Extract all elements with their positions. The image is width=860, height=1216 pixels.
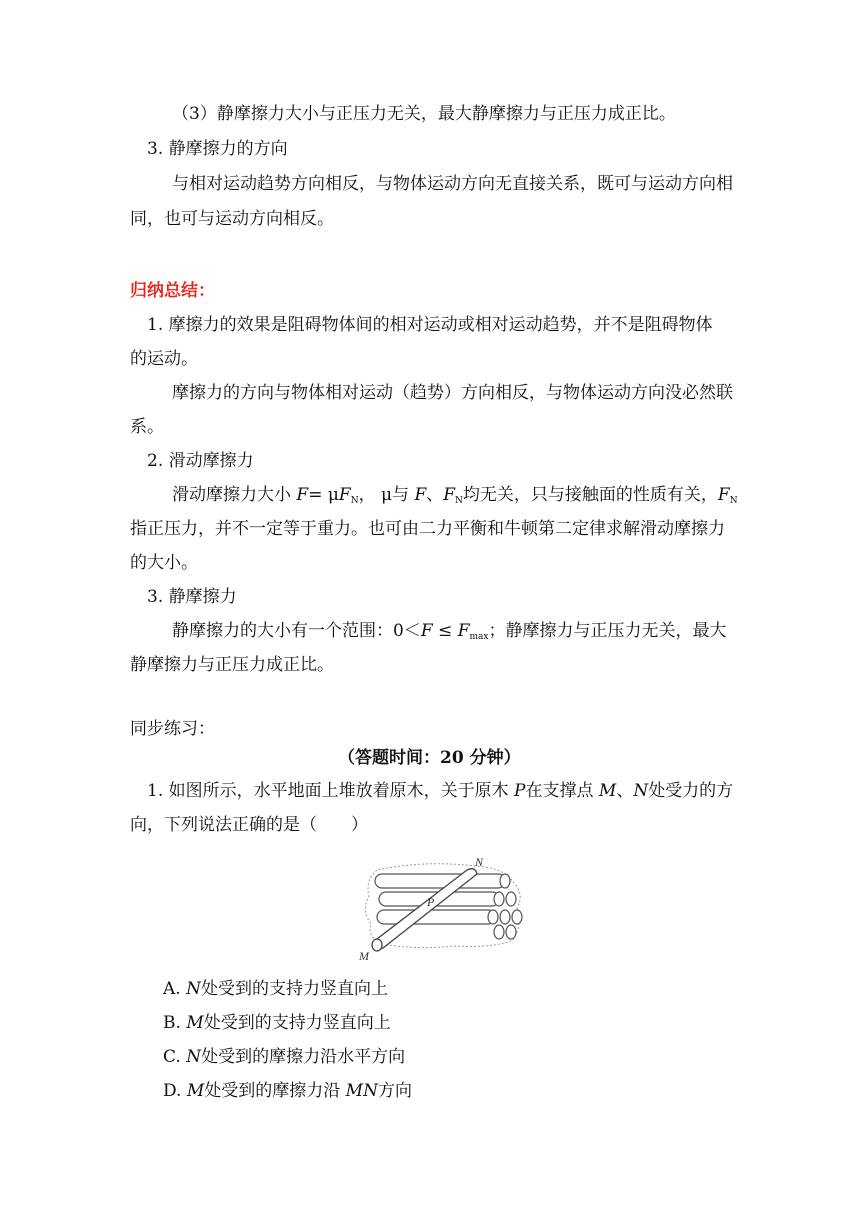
text: ≤ bbox=[432, 621, 458, 641]
var-M: M bbox=[186, 1081, 205, 1101]
var-F: F bbox=[443, 485, 456, 505]
option-text: 处受到的支持力竖直向上 bbox=[203, 1013, 391, 1033]
option-b[interactable] bbox=[163, 1011, 391, 1035]
subscript: N bbox=[455, 496, 463, 506]
text-line-static-friction-3: （3）静摩擦力大小与正压力无关，最大静摩擦力与正压力成正比。 bbox=[172, 104, 676, 124]
summary-point-3: 3. 静摩擦力 bbox=[147, 587, 237, 607]
formula-line-sliding-friction bbox=[172, 483, 738, 513]
var-N: N bbox=[633, 781, 649, 801]
label-M: M bbox=[359, 949, 369, 963]
text-line: 指正压力，并不一定等于重力。也可由二力平衡和牛顿第二定律求解滑动摩擦力 bbox=[130, 519, 725, 539]
var-M: M bbox=[186, 1013, 204, 1033]
summary-heading: 归纳总结： bbox=[130, 281, 215, 301]
text: 滑动摩擦力大小 bbox=[172, 485, 297, 505]
var-MN: MN bbox=[345, 1081, 378, 1101]
text: = μ bbox=[308, 485, 339, 505]
option-text: 处受到的摩擦力沿 bbox=[204, 1081, 346, 1101]
option-letter: D. bbox=[163, 1081, 182, 1101]
answer-time: （答题时间：20 分钟） bbox=[338, 748, 521, 768]
label-N: N bbox=[475, 855, 484, 869]
text: ， μ与 bbox=[358, 485, 415, 505]
text-line: 的大小。 bbox=[130, 553, 198, 573]
option-a[interactable] bbox=[163, 977, 388, 1001]
subscript: max bbox=[469, 632, 489, 642]
option-c[interactable] bbox=[163, 1045, 405, 1069]
subscript: N bbox=[729, 496, 738, 506]
var-F: F bbox=[717, 485, 730, 505]
var-F: F bbox=[420, 621, 433, 641]
var-F: F bbox=[414, 485, 427, 505]
label-P: P bbox=[427, 895, 435, 909]
text-line: 摩擦力的方向与物体相对运动（趋势）方向相反，与物体运动方向没必然联 bbox=[172, 383, 733, 403]
var-N: N bbox=[186, 979, 201, 999]
subscript: N bbox=[350, 496, 359, 506]
summary-point-1: 1. 摩擦力的效果是阻碍物体间的相对运动或相对运动趋势，并不是阻碍物体 bbox=[147, 315, 713, 335]
text-line: 的运动。 bbox=[130, 349, 198, 369]
logs-figure bbox=[355, 852, 527, 964]
question-1 bbox=[147, 779, 733, 803]
text: 静摩擦力的大小有一个范围：0＜ bbox=[172, 621, 421, 641]
var-N: N bbox=[186, 1047, 202, 1067]
text-line: 与相对运动趋势方向相反，与物体运动方向无直接关系，既可与运动方向相 bbox=[172, 174, 733, 194]
logs-illustration bbox=[355, 852, 527, 964]
text: 均无关，只与接触面的性质有关， bbox=[462, 485, 718, 505]
summary-point-2: 2. 滑动摩擦力 bbox=[147, 451, 254, 471]
text: ；静摩擦力与正压力无关，最大 bbox=[488, 621, 727, 641]
option-letter: C. bbox=[163, 1047, 181, 1067]
text-line: 向，下列说法正确的是（ ） bbox=[130, 815, 368, 835]
option-d[interactable] bbox=[163, 1079, 412, 1103]
text-line: 同，也可与运动方向相反。 bbox=[130, 209, 334, 229]
option-text: 处受到的支持力竖直向上 bbox=[200, 979, 388, 999]
section-static-friction-direction: 3. 静摩擦力的方向 bbox=[147, 139, 288, 159]
option-text: 方向 bbox=[377, 1081, 412, 1101]
text: 1. 如图所示，水平地面上堆放着原木，关于原木 bbox=[147, 781, 515, 801]
text-line: 系。 bbox=[130, 417, 164, 437]
formula-line-static-friction bbox=[172, 619, 726, 649]
practice-heading: 同步练习： bbox=[130, 719, 215, 739]
var-M: M bbox=[598, 781, 617, 801]
text: 在支撑点 bbox=[525, 781, 599, 801]
option-letter: A. bbox=[163, 979, 181, 999]
var-F: F bbox=[457, 621, 470, 641]
text: 、 bbox=[426, 485, 444, 505]
var-P: P bbox=[514, 781, 526, 801]
option-letter: B. bbox=[163, 1013, 181, 1033]
text: 、 bbox=[616, 781, 634, 801]
text-line: 静摩擦力与正压力成正比。 bbox=[130, 655, 334, 675]
text: 处受力的方 bbox=[648, 781, 734, 801]
option-text: 处受到的摩擦力沿水平方向 bbox=[201, 1047, 406, 1067]
var-F: F bbox=[338, 485, 351, 505]
var-F: F bbox=[296, 485, 309, 505]
